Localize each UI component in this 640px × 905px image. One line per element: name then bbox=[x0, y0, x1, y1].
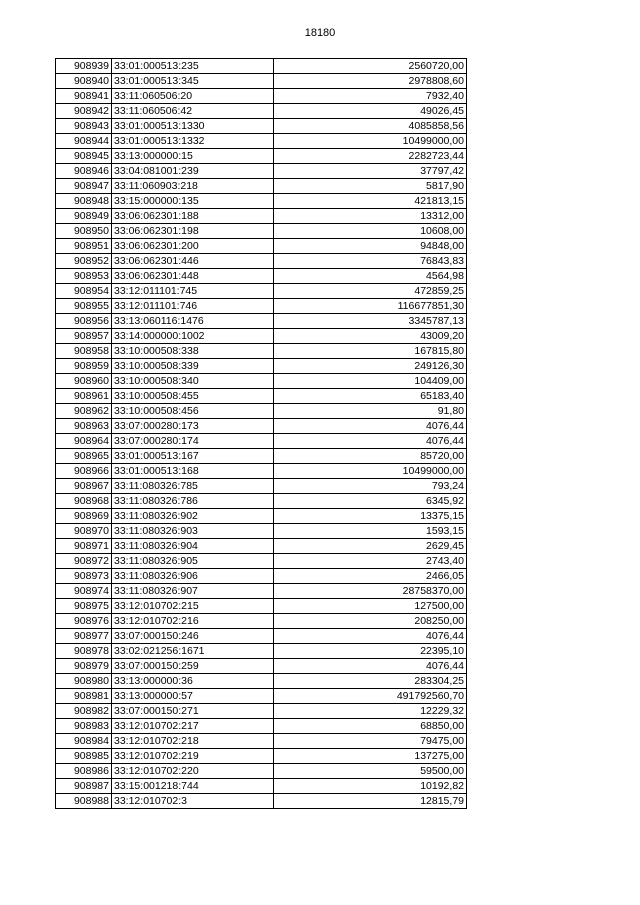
cadastral-number-cell: 33:01:000513:235 bbox=[112, 59, 274, 74]
row-number-cell: 908968 bbox=[56, 494, 112, 509]
row-number-cell: 908963 bbox=[56, 419, 112, 434]
cadastral-number-cell: 33:12:011101:745 bbox=[112, 284, 274, 299]
cadastral-number-cell: 33:11:080326:902 bbox=[112, 509, 274, 524]
value-cell: 249126,30 bbox=[274, 359, 467, 374]
cadastral-number-cell: 33:10:000508:455 bbox=[112, 389, 274, 404]
table-row bbox=[56, 614, 467, 629]
table-row bbox=[56, 659, 467, 674]
cadastral-number-cell: 33:12:010702:215 bbox=[112, 599, 274, 614]
row-number-cell: 908975 bbox=[56, 599, 112, 614]
table-row bbox=[56, 554, 467, 569]
row-number-cell: 908954 bbox=[56, 284, 112, 299]
table-row bbox=[56, 704, 467, 719]
value-cell: 4076,44 bbox=[274, 434, 467, 449]
value-cell: 2466,05 bbox=[274, 569, 467, 584]
table-row bbox=[56, 119, 467, 134]
row-number-cell: 908945 bbox=[56, 149, 112, 164]
value-cell: 5817,90 bbox=[274, 179, 467, 194]
value-cell: 491792560,70 bbox=[274, 689, 467, 704]
cadastral-number-cell: 33:01:000513:1332 bbox=[112, 134, 274, 149]
value-cell: 4076,44 bbox=[274, 419, 467, 434]
table-row bbox=[56, 569, 467, 584]
table-row bbox=[56, 434, 467, 449]
cadastral-number-cell: 33:01:000513:345 bbox=[112, 74, 274, 89]
value-cell: 208250,00 bbox=[274, 614, 467, 629]
cadastral-number-cell: 33:12:011101:746 bbox=[112, 299, 274, 314]
row-number-cell: 908967 bbox=[56, 479, 112, 494]
row-number-cell: 908941 bbox=[56, 89, 112, 104]
cadastral-number-cell: 33:07:000150:271 bbox=[112, 704, 274, 719]
row-number-cell: 908940 bbox=[56, 74, 112, 89]
cadastral-number-cell: 33:12:010702:219 bbox=[112, 749, 274, 764]
value-cell: 10499000,00 bbox=[274, 134, 467, 149]
table-row bbox=[56, 404, 467, 419]
table-row bbox=[56, 254, 467, 269]
cadastral-number-cell: 33:11:080326:905 bbox=[112, 554, 274, 569]
cadastral-number-cell: 33:06:062301:446 bbox=[112, 254, 274, 269]
cadastral-number-cell: 33:15:000000:135 bbox=[112, 194, 274, 209]
value-cell: 79475,00 bbox=[274, 734, 467, 749]
cadastral-number-cell: 33:06:062301:200 bbox=[112, 239, 274, 254]
row-number-cell: 908961 bbox=[56, 389, 112, 404]
cadastral-number-cell: 33:07:000280:174 bbox=[112, 434, 274, 449]
cadastral-number-cell: 33:12:010702:220 bbox=[112, 764, 274, 779]
value-cell: 22395,10 bbox=[274, 644, 467, 659]
page-number: 18180 bbox=[304, 27, 336, 39]
cadastral-number-cell: 33:11:080326:904 bbox=[112, 539, 274, 554]
row-number-cell: 908987 bbox=[56, 779, 112, 794]
row-number-cell: 908984 bbox=[56, 734, 112, 749]
row-number-cell: 908985 bbox=[56, 749, 112, 764]
value-cell: 4085858,56 bbox=[274, 119, 467, 134]
row-number-cell: 908971 bbox=[56, 539, 112, 554]
table-row bbox=[56, 314, 467, 329]
cadastral-number-cell: 33:07:000280:173 bbox=[112, 419, 274, 434]
value-cell: 68850,00 bbox=[274, 719, 467, 734]
cadastral-number-cell: 33:11:080326:786 bbox=[112, 494, 274, 509]
table-row bbox=[56, 179, 467, 194]
table-row bbox=[56, 374, 467, 389]
cadastral-number-cell: 33:13:000000:15 bbox=[112, 149, 274, 164]
cadastral-number-cell: 33:12:010702:218 bbox=[112, 734, 274, 749]
value-cell: 10499000,00 bbox=[274, 464, 467, 479]
value-cell: 85720,00 bbox=[274, 449, 467, 464]
cadastral-number-cell: 33:06:062301:198 bbox=[112, 224, 274, 239]
table-row bbox=[56, 779, 467, 794]
cadastral-number-cell: 33:13:000000:57 bbox=[112, 689, 274, 704]
value-cell: 4076,44 bbox=[274, 659, 467, 674]
table-row bbox=[56, 104, 467, 119]
table-row bbox=[56, 479, 467, 494]
cadastral-number-cell: 33:12:010702:217 bbox=[112, 719, 274, 734]
table-row bbox=[56, 509, 467, 524]
value-cell: 10192,82 bbox=[274, 779, 467, 794]
row-number-cell: 908979 bbox=[56, 659, 112, 674]
row-number-cell: 908955 bbox=[56, 299, 112, 314]
table-row bbox=[56, 419, 467, 434]
cadastral-number-cell: 33:11:080326:906 bbox=[112, 569, 274, 584]
value-cell: 167815,80 bbox=[274, 344, 467, 359]
cadastral-number-cell: 33:01:000513:1330 bbox=[112, 119, 274, 134]
row-number-cell: 908946 bbox=[56, 164, 112, 179]
cadastral-number-cell: 33:11:060506:42 bbox=[112, 104, 274, 119]
cadastral-number-cell: 33:12:010702:216 bbox=[112, 614, 274, 629]
value-cell: 59500,00 bbox=[274, 764, 467, 779]
row-number-cell: 908958 bbox=[56, 344, 112, 359]
row-number-cell: 908982 bbox=[56, 704, 112, 719]
cadastral-number-cell: 33:06:062301:188 bbox=[112, 209, 274, 224]
table-body bbox=[56, 59, 467, 809]
row-number-cell: 908969 bbox=[56, 509, 112, 524]
value-cell: 37797,42 bbox=[274, 164, 467, 179]
table-row bbox=[56, 449, 467, 464]
table-row bbox=[56, 584, 467, 599]
table-row bbox=[56, 269, 467, 284]
table-row bbox=[56, 689, 467, 704]
row-number-cell: 908956 bbox=[56, 314, 112, 329]
row-number-cell: 908943 bbox=[56, 119, 112, 134]
cadastral-number-cell: 33:10:000508:456 bbox=[112, 404, 274, 419]
table-row bbox=[56, 599, 467, 614]
table-row bbox=[56, 149, 467, 164]
cadastral-number-cell: 33:13:000000:36 bbox=[112, 674, 274, 689]
value-cell: 3345787,13 bbox=[274, 314, 467, 329]
table-row bbox=[56, 344, 467, 359]
row-number-cell: 908970 bbox=[56, 524, 112, 539]
value-cell: 104409,00 bbox=[274, 374, 467, 389]
cadastral-number-cell: 33:04:081001:239 bbox=[112, 164, 274, 179]
cadastral-number-cell: 33:11:060506:20 bbox=[112, 89, 274, 104]
row-number-cell: 908942 bbox=[56, 104, 112, 119]
value-cell: 76843,83 bbox=[274, 254, 467, 269]
table-row bbox=[56, 749, 467, 764]
cadastral-number-cell: 33:15:001218:744 bbox=[112, 779, 274, 794]
table-row bbox=[56, 719, 467, 734]
row-number-cell: 908972 bbox=[56, 554, 112, 569]
table-row bbox=[56, 389, 467, 404]
table-row bbox=[56, 194, 467, 209]
table-row bbox=[56, 464, 467, 479]
table-row bbox=[56, 239, 467, 254]
row-number-cell: 908957 bbox=[56, 329, 112, 344]
value-cell: 4076,44 bbox=[274, 629, 467, 644]
row-number-cell: 908973 bbox=[56, 569, 112, 584]
row-number-cell: 908953 bbox=[56, 269, 112, 284]
value-cell: 43009,20 bbox=[274, 329, 467, 344]
value-cell: 2629,45 bbox=[274, 539, 467, 554]
row-number-cell: 908965 bbox=[56, 449, 112, 464]
row-number-cell: 908978 bbox=[56, 644, 112, 659]
row-number-cell: 908959 bbox=[56, 359, 112, 374]
table-row bbox=[56, 299, 467, 314]
cadastral-number-cell: 33:10:000508:338 bbox=[112, 344, 274, 359]
row-number-cell: 908951 bbox=[56, 239, 112, 254]
cadastral-number-cell: 33:11:060903:218 bbox=[112, 179, 274, 194]
table-row bbox=[56, 284, 467, 299]
row-number-cell: 908952 bbox=[56, 254, 112, 269]
table-row bbox=[56, 359, 467, 374]
row-number-cell: 908977 bbox=[56, 629, 112, 644]
table-row bbox=[56, 734, 467, 749]
row-number-cell: 908988 bbox=[56, 794, 112, 809]
table-row bbox=[56, 224, 467, 239]
cadastral-number-cell: 33:07:000150:259 bbox=[112, 659, 274, 674]
table-row bbox=[56, 74, 467, 89]
cadastral-number-cell: 33:11:080326:785 bbox=[112, 479, 274, 494]
table-row bbox=[56, 764, 467, 779]
table-row bbox=[56, 329, 467, 344]
cadastral-number-cell: 33:13:060116:1476 bbox=[112, 314, 274, 329]
table-row bbox=[56, 524, 467, 539]
table-row bbox=[56, 59, 467, 74]
row-number-cell: 908962 bbox=[56, 404, 112, 419]
value-cell: 10608,00 bbox=[274, 224, 467, 239]
data-table bbox=[55, 58, 467, 809]
value-cell: 65183,40 bbox=[274, 389, 467, 404]
value-cell: 6345,92 bbox=[274, 494, 467, 509]
cadastral-number-cell: 33:07:000150:246 bbox=[112, 629, 274, 644]
row-number-cell: 908947 bbox=[56, 179, 112, 194]
value-cell: 793,24 bbox=[274, 479, 467, 494]
row-number-cell: 908976 bbox=[56, 614, 112, 629]
value-cell: 2560720,00 bbox=[274, 59, 467, 74]
cadastral-number-cell: 33:01:000513:167 bbox=[112, 449, 274, 464]
value-cell: 7932,40 bbox=[274, 89, 467, 104]
cadastral-number-cell: 33:14:000000:1002 bbox=[112, 329, 274, 344]
value-cell: 2282723,44 bbox=[274, 149, 467, 164]
table-row bbox=[56, 674, 467, 689]
row-number-cell: 908966 bbox=[56, 464, 112, 479]
value-cell: 12229,32 bbox=[274, 704, 467, 719]
table-row bbox=[56, 794, 467, 809]
row-number-cell: 908974 bbox=[56, 584, 112, 599]
value-cell: 137275,00 bbox=[274, 749, 467, 764]
table-row bbox=[56, 494, 467, 509]
value-cell: 2743,40 bbox=[274, 554, 467, 569]
row-number-cell: 908949 bbox=[56, 209, 112, 224]
table-row bbox=[56, 134, 467, 149]
value-cell: 421813,15 bbox=[274, 194, 467, 209]
value-cell: 4564,98 bbox=[274, 269, 467, 284]
cadastral-number-cell: 33:11:080326:903 bbox=[112, 524, 274, 539]
table-row bbox=[56, 209, 467, 224]
table-row bbox=[56, 629, 467, 644]
row-number-cell: 908960 bbox=[56, 374, 112, 389]
cadastral-number-cell: 33:11:080326:907 bbox=[112, 584, 274, 599]
row-number-cell: 908950 bbox=[56, 224, 112, 239]
value-cell: 283304,25 bbox=[274, 674, 467, 689]
cadastral-number-cell: 33:02:021256:1671 bbox=[112, 644, 274, 659]
value-cell: 12815,79 bbox=[274, 794, 467, 809]
value-cell: 91,80 bbox=[274, 404, 467, 419]
table-row bbox=[56, 539, 467, 554]
cadastral-number-cell: 33:06:062301:448 bbox=[112, 269, 274, 284]
value-cell: 472859,25 bbox=[274, 284, 467, 299]
cadastral-number-cell: 33:12:010702:3 bbox=[112, 794, 274, 809]
value-cell: 116677851,30 bbox=[274, 299, 467, 314]
row-number-cell: 908944 bbox=[56, 134, 112, 149]
value-cell: 1593,15 bbox=[274, 524, 467, 539]
cadastral-number-cell: 33:10:000508:340 bbox=[112, 374, 274, 389]
row-number-cell: 908980 bbox=[56, 674, 112, 689]
row-number-cell: 908983 bbox=[56, 719, 112, 734]
value-cell: 13312,00 bbox=[274, 209, 467, 224]
row-number-cell: 908981 bbox=[56, 689, 112, 704]
cadastral-number-cell: 33:10:000508:339 bbox=[112, 359, 274, 374]
table-row bbox=[56, 644, 467, 659]
value-cell: 2978808,60 bbox=[274, 74, 467, 89]
row-number-cell: 908948 bbox=[56, 194, 112, 209]
row-number-cell: 908964 bbox=[56, 434, 112, 449]
value-cell: 13375,15 bbox=[274, 509, 467, 524]
cadastral-number-cell: 33:01:000513:168 bbox=[112, 464, 274, 479]
table-row bbox=[56, 164, 467, 179]
table-row bbox=[56, 89, 467, 104]
value-cell: 94848,00 bbox=[274, 239, 467, 254]
value-cell: 28758370,00 bbox=[274, 584, 467, 599]
value-cell: 49026,45 bbox=[274, 104, 467, 119]
row-number-cell: 908986 bbox=[56, 764, 112, 779]
row-number-cell: 908939 bbox=[56, 59, 112, 74]
value-cell: 127500,00 bbox=[274, 599, 467, 614]
